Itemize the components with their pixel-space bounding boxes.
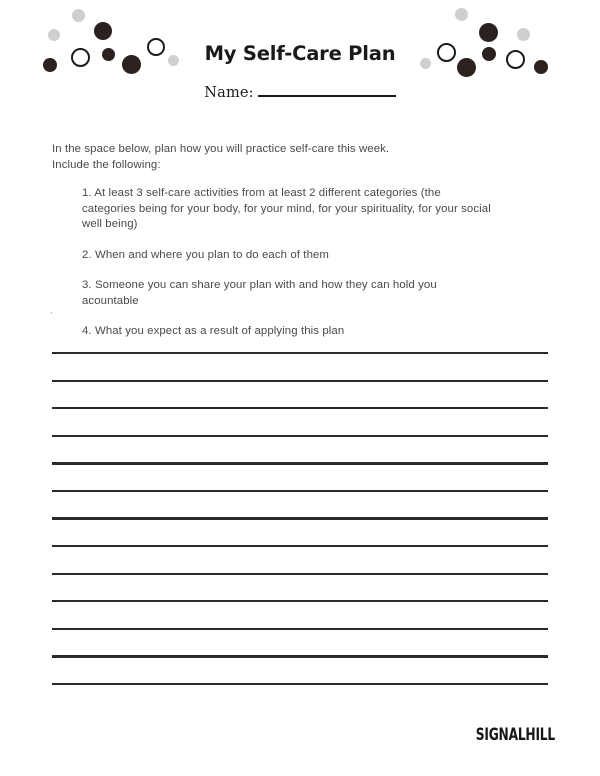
instruction-item-list xyxy=(82,186,494,340)
decorative-dot-filled-dark-8 xyxy=(534,60,548,74)
decorative-dot-filled-dark-3 xyxy=(102,48,115,61)
decorative-dot-filled-gray-0 xyxy=(72,9,85,22)
intro-line-2: Include the following: xyxy=(52,158,161,171)
dot-cluster-right xyxy=(420,0,570,120)
writing-line[interactable] xyxy=(52,655,548,657)
decorative-dot-outline-dark-3 xyxy=(437,43,456,62)
intro-paragraph xyxy=(52,142,522,173)
decorative-dot-filled-gray-0 xyxy=(455,8,468,21)
writing-line[interactable] xyxy=(52,600,548,602)
decorative-dot-filled-gray-2 xyxy=(517,28,530,41)
writing-line[interactable] xyxy=(52,683,548,685)
writing-line[interactable] xyxy=(52,352,548,354)
writing-line[interactable] xyxy=(52,545,548,547)
list-item: 1. At least 3 self-care activities from at least 2 different categories (the categories being for your body, for your mind, for your spirituality, for your social well being) xyxy=(82,187,491,230)
name-row xyxy=(180,81,420,101)
decorative-dot-outline-dark-7 xyxy=(147,38,165,56)
list-item: 2. When and where you plan to do each of them xyxy=(82,248,330,261)
list-item: 4. What you expect as a result of applying this plan xyxy=(82,325,345,337)
decorative-dot-filled-dark-4 xyxy=(482,47,496,61)
writing-line[interactable] xyxy=(52,628,548,630)
signalhill-logo: SIGNALHILL xyxy=(475,725,555,745)
writing-line[interactable] xyxy=(52,407,548,409)
decorative-dot-outline-dark-4 xyxy=(71,48,90,67)
instructions-block xyxy=(52,142,522,173)
decorative-dot-filled-gray-8 xyxy=(168,55,179,66)
writing-line[interactable] xyxy=(52,573,548,575)
list-item: 3. Someone you can share your plan with and how they can hold you acountable xyxy=(82,279,437,307)
page-title: My Self-Care Plan xyxy=(204,42,396,65)
writing-line[interactable] xyxy=(52,517,548,519)
decorative-dot-filled-dark-5 xyxy=(43,58,57,72)
decorative-dot-filled-dark-6 xyxy=(122,55,141,74)
writing-line[interactable] xyxy=(52,380,548,382)
writing-lines[interactable] xyxy=(52,352,548,685)
title-block xyxy=(180,42,420,101)
decorative-dot-outline-dark-6 xyxy=(506,50,525,69)
stray-mark: ` xyxy=(50,311,53,321)
writing-line[interactable] xyxy=(52,490,548,492)
decorative-dot-filled-dark-2 xyxy=(94,22,112,40)
decorative-dot-filled-gray-5 xyxy=(420,58,431,69)
dot-cluster-left xyxy=(42,0,192,120)
page-header xyxy=(0,0,600,130)
name-label: Name: xyxy=(204,85,254,101)
decorative-dot-filled-dark-7 xyxy=(457,58,476,77)
decorative-dot-filled-gray-1 xyxy=(48,29,60,41)
writing-line[interactable] xyxy=(52,435,548,437)
intro-line-1: In the space below, plan how you will practice self-care this week. xyxy=(52,143,390,155)
decorative-dot-filled-dark-1 xyxy=(479,23,498,42)
name-input[interactable] xyxy=(258,81,396,97)
writing-line[interactable] xyxy=(52,462,548,464)
